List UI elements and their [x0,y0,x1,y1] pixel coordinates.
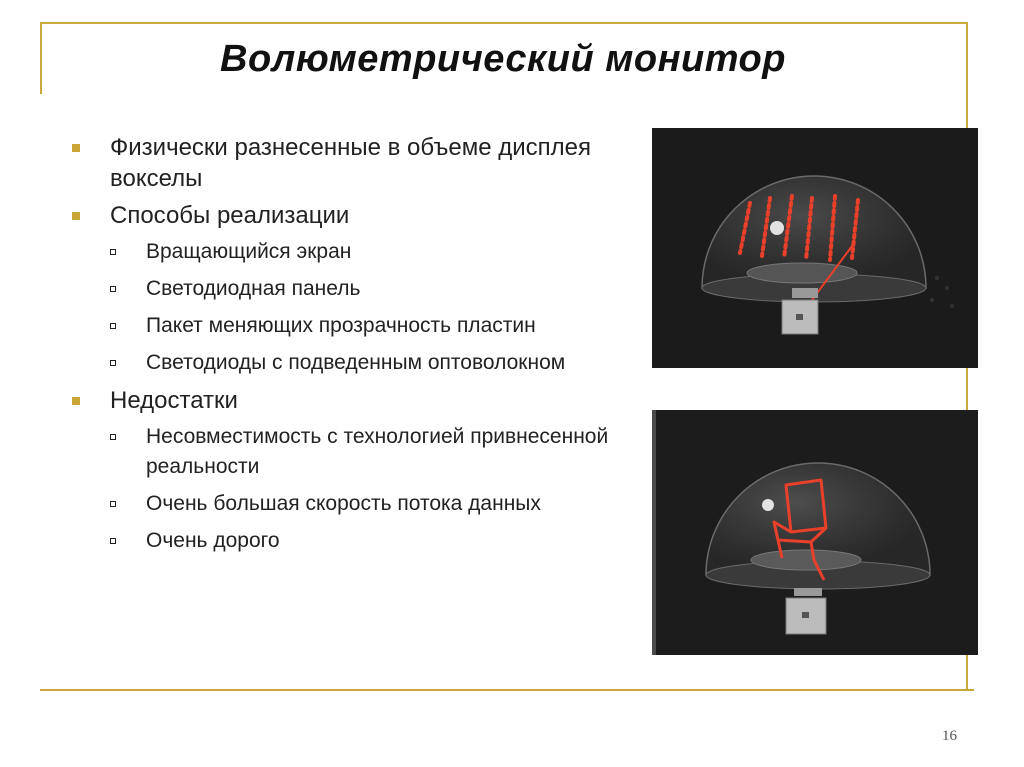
volumetric-dome-voxel-array-image [652,128,978,368]
bullet-text: Способы реализации [110,202,350,229]
sub-bullet-text: Светодиоды с подведенным оптоволокном [146,351,566,374]
checkbox-bullet-icon [110,286,116,292]
checkbox-bullet-icon [110,360,116,366]
checkbox-bullet-icon [110,538,116,544]
page-number: 16 [942,728,957,744]
volumetric-dome-chair-wireframe-image [652,410,978,655]
bullet-item [70,132,645,194]
bullet-item [70,200,645,231]
bullet-text: Физически разнесенные в объеме дисплея вокселы [110,134,591,192]
sub-bullet-item [70,348,645,378]
square-bullet-icon [72,212,80,220]
sub-bullet-item [70,422,645,482]
square-bullet-icon [72,144,80,152]
sub-bullet-item [70,311,645,341]
sub-bullet-item [70,526,645,556]
bullet-item [70,385,645,416]
sub-bullet-text: Вращающийся экран [146,240,352,263]
frame-line-top [40,22,966,24]
frame-line-bottom [40,689,974,691]
sub-bullet-text: Очень дорого [146,529,280,552]
sub-bullet-item [70,274,645,304]
square-bullet-icon [72,397,80,405]
bullet-list [70,132,645,563]
bullet-text: Недостатки [110,387,238,414]
checkbox-bullet-icon [110,434,116,440]
slide-title: Волюметрический монитор [220,38,786,80]
checkbox-bullet-icon [110,501,116,507]
sub-bullet-text: Пакет меняющих прозрачность пластин [146,314,536,337]
sub-bullet-item [70,489,645,519]
sub-bullet-text: Несовместимость с технологией привнесенной реальности [146,425,609,478]
sub-bullet-text: Светодиодная панель [146,277,361,300]
checkbox-bullet-icon [110,323,116,329]
sub-bullet-text: Очень большая скорость потока данных [146,492,541,515]
checkbox-bullet-icon [110,249,116,255]
sub-bullet-item [70,237,645,267]
